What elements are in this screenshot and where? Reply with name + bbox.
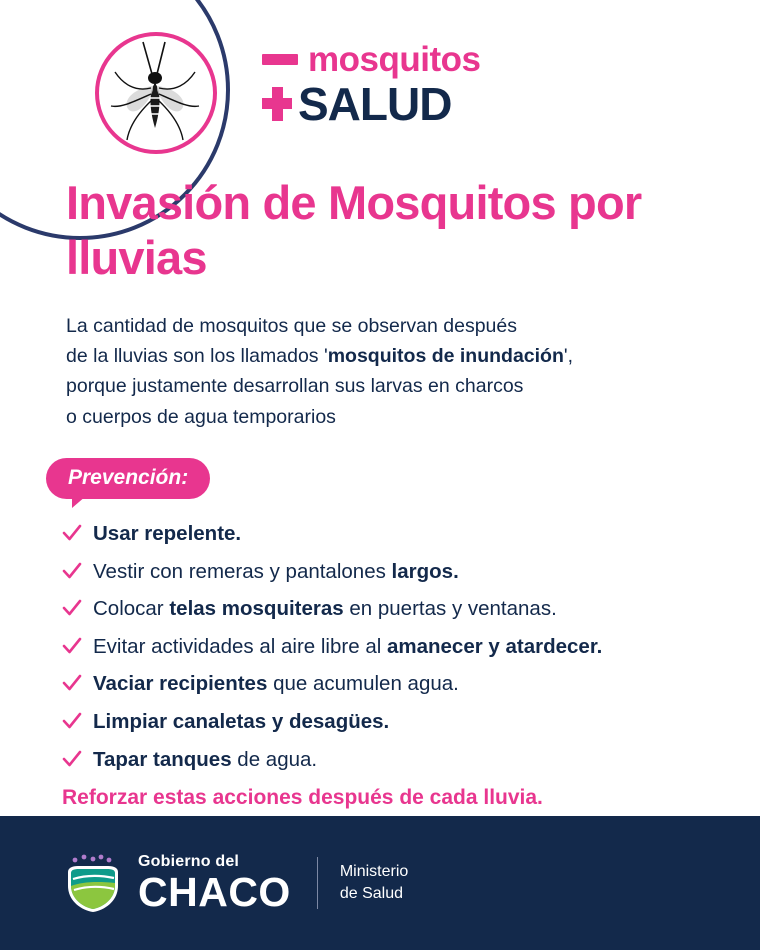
check-icon <box>62 750 82 770</box>
gov-top-label: Gobierno del <box>138 852 240 870</box>
badge-tail-icon <box>72 496 86 508</box>
dash-icon <box>262 54 298 65</box>
list-item-post: en puertas y ventanas. <box>343 597 557 621</box>
check-icon <box>62 637 82 657</box>
intro-line-1: La cantidad de mosquitos que se observan después <box>66 315 517 338</box>
list-item <box>62 709 722 735</box>
list-item <box>62 634 722 660</box>
prevention-badge-wrap <box>46 458 246 499</box>
list-item <box>62 671 722 697</box>
header <box>0 0 760 170</box>
intro-line-2-post: ', <box>563 345 574 368</box>
brand-logo <box>262 40 481 130</box>
footer <box>0 816 760 950</box>
brand-row-salud <box>262 78 480 130</box>
list-item-pre: Colocar <box>93 597 170 621</box>
check-icon <box>62 599 82 619</box>
check-icon <box>62 524 82 544</box>
gov-name-label: CHACO <box>138 868 291 915</box>
list-item <box>62 596 722 622</box>
intro-line-2-pre: de la lluvias son los llamados ' <box>66 345 328 368</box>
list-item-text <box>93 521 241 547</box>
footer-divider <box>317 857 318 909</box>
reinforce-text: Reforzar estas acciones después de cada lluvia. <box>62 786 543 810</box>
list-item-text <box>93 559 459 585</box>
plus-cross-icon <box>262 87 292 121</box>
intro-line-2-bold: mosquitos de inundación <box>327 345 564 368</box>
check-icon <box>62 674 82 694</box>
list-item-text <box>93 671 459 697</box>
check-icon <box>62 562 82 582</box>
check-icon <box>62 712 82 732</box>
list-item-bold: Limpiar canaletas y desagües. <box>93 710 390 734</box>
list-item <box>62 521 722 547</box>
mosquito-illustration <box>99 36 213 150</box>
mosquito-icon <box>95 32 217 154</box>
list-item-post: que acumulen agua. <box>267 672 459 696</box>
intro-line-3: porque justamente desarrollan sus larvas en charcos <box>66 375 524 398</box>
prevention-list <box>62 521 722 772</box>
list-item-text <box>93 747 317 773</box>
list-item <box>62 747 722 773</box>
list-item-bold: Usar repelente. <box>93 521 242 545</box>
chaco-emblem-icon <box>62 852 124 914</box>
list-item-text <box>93 634 602 660</box>
government-logo <box>62 852 291 914</box>
page-title: Invasión de Mosquitos por lluvias <box>66 176 642 284</box>
list-item-pre: Vestir con remeras y pantalones <box>93 559 392 583</box>
list-item-bold: telas mosquiteras <box>169 597 344 621</box>
ministry-line-1: Ministerio <box>339 863 409 881</box>
brand-mosquitos-text: mosquitos <box>308 40 481 79</box>
list-item-bold: largos. <box>391 559 459 583</box>
brand-row-mosquitos <box>262 42 480 77</box>
list-item-text <box>93 709 389 735</box>
ministry-line-2: de Salud <box>339 885 403 902</box>
list-item <box>62 559 722 585</box>
prevention-badge: Prevención: <box>46 458 210 499</box>
list-item-post: de agua. <box>231 747 318 771</box>
government-text <box>138 854 291 913</box>
list-item-bold: Tapar tanques <box>93 747 232 771</box>
list-item-bold: Vaciar recipientes <box>93 672 268 696</box>
list-item-text <box>93 596 557 622</box>
list-item-bold: amanecer y atardecer. <box>386 634 603 658</box>
list-item-pre: Evitar actividades al aire libre al <box>93 634 387 658</box>
intro-line-4: o cuerpos de agua temporarios <box>66 405 336 428</box>
ministry-label <box>340 861 408 904</box>
intro-paragraph <box>66 311 676 432</box>
brand-salud-text: SALUD <box>298 78 452 130</box>
